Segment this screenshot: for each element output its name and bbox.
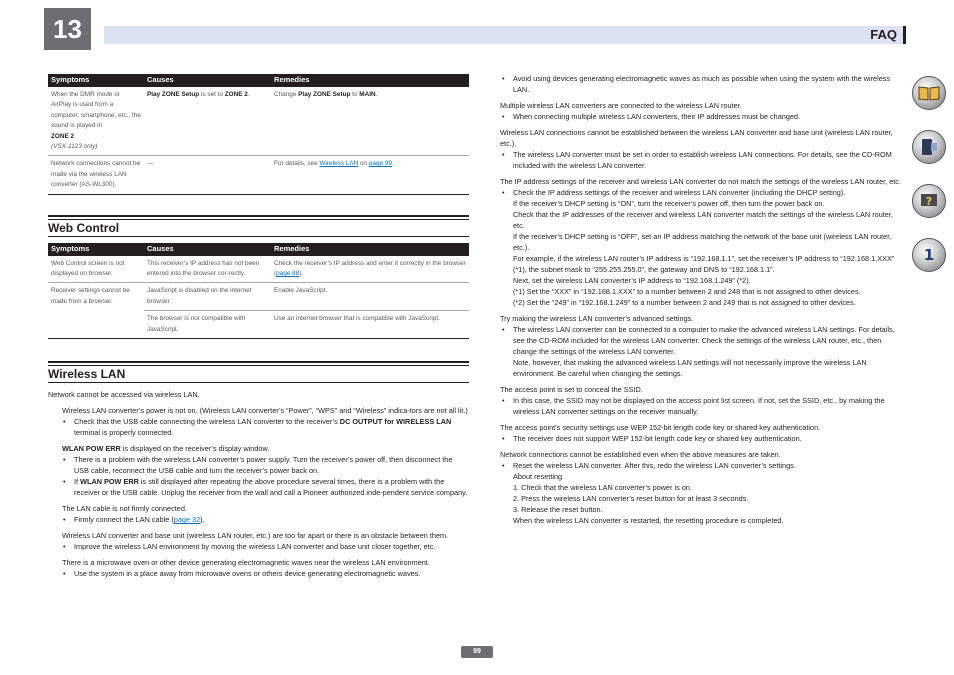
remedy-bold2: MAIN bbox=[359, 91, 376, 98]
r-para: Try making the wireless LAN converter’s advanced settings. bbox=[500, 314, 694, 323]
remedy-pre: Change bbox=[274, 91, 299, 98]
wireless-lan-title: Wireless LAN bbox=[48, 365, 469, 381]
wlan-bullet bbox=[48, 416, 469, 438]
symptom-text: Receiver settings cannot be made from a browser. bbox=[51, 287, 130, 305]
r-indent: If the receiver’s DHCP setting is “OFF”, set an IP address matching the network of the base unit (wireless LAN router, etc.). bbox=[513, 232, 892, 252]
wlan-p5: There is a microwave oven or other device generating electromagnetic waves near the wireless LAN environment. bbox=[62, 558, 430, 568]
bullet-text: Firmly connect the LAN cable ( bbox=[74, 515, 174, 525]
r-bullet: • Reset the wireless LAN converter. After this, redo the wireless LAN converter’s settings. bbox=[500, 460, 906, 471]
remedy-pre: Check the receiver’s IP address and enter it correctly in the browser ( bbox=[274, 259, 466, 278]
svg-text:?: ? bbox=[925, 195, 933, 208]
col-header-causes: Causes bbox=[144, 74, 271, 87]
r-indent: If the receiver’s DHCP setting is “ON”, turn the receiver’s power off, then turn the power back on. bbox=[513, 199, 825, 208]
r-bullet: • The wireless LAN converter can be connected to a computer to make the advanced wireless LAN settings. For details, see the CD-ROM included for the wireless LAN converter. Check the settings of the wireless LAN router, etc., then change the settings of the wireless LAN converter. bbox=[500, 324, 906, 357]
r-indent: About resetting bbox=[513, 472, 563, 481]
remedy-text: Use an internet browser that is compatible with JavaScript. bbox=[274, 315, 440, 323]
r-para: Network connections cannot be established even when the above measures are taken. bbox=[500, 450, 781, 459]
web-control-title: Web Control bbox=[48, 219, 469, 235]
remedy-text: Enable JavaScript. bbox=[274, 287, 328, 295]
bullet-bold: DC OUTPUT for WIRELESS LAN bbox=[339, 417, 452, 427]
cause-text: The browser is not compatible with JavaScript. bbox=[147, 315, 246, 333]
r-indent: 3. Release the reset button. bbox=[513, 505, 603, 514]
cause-text: This receiver’s IP address has not been entered into the browser cor-rectly. bbox=[147, 259, 260, 278]
r-para: The access point is set to conceal the SSID. bbox=[500, 385, 643, 394]
symptom-text: When the DMR mode or AirPlay is used from a computer, smartphone, etc., the sound is played in bbox=[51, 91, 141, 130]
page-number: 99 bbox=[461, 646, 493, 658]
wlan-p2 bbox=[48, 443, 469, 454]
r-indent: 1. Check that the wireless LAN converter’s power is on. bbox=[513, 483, 692, 492]
wlan-bullet: • Improve the wireless LAN environment by moving the wireless LAN converter and base unit closer together, etc. bbox=[48, 541, 469, 552]
web-control-table bbox=[48, 243, 469, 339]
r-bullet: • Check the IP address settings of the receiver and wireless LAN converter (including the DHCP setting). bbox=[500, 187, 906, 198]
r-indent: For example, if the wireless LAN router’s IP address is “192.168.1.1”, set the receiver’s IP address to “192.168.1.XXX” (*1), the subnet mask to “255.255.255.0”, the gateway and DNS to “192.168.1.1”. bbox=[513, 254, 895, 274]
bullet-text: terminal is properly connected. bbox=[74, 428, 174, 438]
tools-icon[interactable] bbox=[912, 238, 946, 272]
r-bullet: • The wireless LAN converter must be set in order to establish wireless LAN connections. For details, see the CD-ROM included with the wireless LAN converter. bbox=[500, 149, 906, 171]
remedy-pre: For details, see bbox=[274, 160, 320, 168]
r-indent: (*2) Set the “249” in “192.168.1.249” to a number between 2 and 249 that is not assigned to other devices. bbox=[513, 298, 856, 307]
table-row bbox=[48, 283, 469, 311]
question-icon[interactable] bbox=[912, 184, 946, 218]
cause-text: — bbox=[147, 160, 154, 168]
svg-text:1: 1 bbox=[923, 246, 935, 264]
bullet-text: is still displayed after repeating the above procedure several times, there is a problem with the receiver or the USB cable. Unplug the receiver from the wall and call a Pioneer authorized inde-pendent service company. bbox=[74, 477, 468, 498]
r-indent: When the wireless LAN converter is restarted, the resetting procedure is completed. bbox=[513, 516, 784, 525]
web-control-heading bbox=[48, 215, 469, 237]
cause-end: . bbox=[247, 91, 250, 98]
right-column bbox=[500, 73, 906, 526]
r-bullet: • When connecting multiple wireless LAN converters, their IP addresses must be changed. bbox=[500, 111, 906, 122]
r-para: The IP address settings of the receiver and wireless LAN converter do not match the settings of the wireless LAN router, etc. bbox=[500, 177, 901, 186]
symptom-note: (VSX-1123 only) bbox=[51, 143, 98, 151]
col-header-remedies: Remedies bbox=[271, 243, 469, 256]
bullet-text: Check that the USB cable connecting the wireless LAN converter to the receiver’s bbox=[74, 417, 340, 427]
page-32-link[interactable]: page 32 bbox=[173, 515, 201, 525]
symptom-bold: ZONE 2 bbox=[51, 132, 75, 140]
wlan-p4: Wireless LAN converter and base unit (wireless LAN router, etc.) are too far apart or there is an obstacle between them. bbox=[62, 531, 449, 541]
r-indent: 2. Press the wireless LAN converter’s reset button for at least 3 seconds. bbox=[513, 494, 749, 503]
wireless-lan-heading bbox=[48, 361, 469, 383]
symptom-text: Network connections cannot be made via the wireless LAN converter (AS-WL300). bbox=[51, 160, 141, 189]
col-header-causes: Causes bbox=[144, 243, 271, 256]
wlan-bullet bbox=[48, 514, 469, 525]
chapter-number: 13 bbox=[44, 8, 91, 50]
symptoms-table bbox=[48, 74, 469, 195]
bullet-text: If bbox=[74, 477, 81, 487]
wlan-bullet: • There is a problem with the wireless LAN converter’s power supply. Turn the receiver’s power off, then disconnect the USB cable, reconnect the USB cable and turn the receiver’s power back on. bbox=[48, 454, 469, 476]
wlan-p3: The LAN cable is not firmly connected. bbox=[62, 504, 187, 514]
r-bullet: • Avoid using devices generating electromagnetic waves as much as possible when using the system with the wireless LAN. bbox=[500, 73, 906, 95]
r-indent: Note, however, that making the advanced wireless LAN settings will not necessarily improve the wireless LAN environment. Be careful when changing the settings. bbox=[513, 358, 867, 378]
bullet-bold: WLAN POW ERR bbox=[80, 477, 139, 487]
r-para: Wireless LAN connections cannot be established between the wireless LAN converter and base unit (wireless LAN router, etc.). bbox=[500, 128, 893, 148]
cause-bold: Play ZONE Setup bbox=[147, 91, 200, 98]
r-para: The access point’s security settings use WEP 152-bit length code key or shared key authentication. bbox=[500, 423, 821, 432]
r-indent: Next, set the wireless LAN converter’s IP address to “192.168.1.249” (*2). bbox=[513, 276, 751, 285]
remedy-bold: Play ZONE Setup bbox=[298, 91, 351, 98]
remedy-end: ). bbox=[299, 270, 304, 278]
r-para: Multiple wireless LAN converters are connected to the wireless LAN router. bbox=[500, 101, 742, 110]
remedy-end: . bbox=[375, 91, 378, 98]
wlan-intro: Network cannot be accessed via wireless LAN. bbox=[48, 390, 200, 400]
symptom-text: Web Control screen is not displayed on browser. bbox=[51, 259, 125, 278]
wlan-bullet bbox=[48, 476, 469, 498]
section-title: FAQ bbox=[870, 27, 897, 42]
wireless-lan-link[interactable]: Wireless LAN bbox=[319, 160, 359, 168]
cause-text: JavaScript is disabled on the internet browser. bbox=[147, 287, 252, 305]
wlan-bullet: • Use the system in a place away from microwave ovens or others device generating electromagnetic waves. bbox=[48, 568, 469, 579]
p2-bold: WLAN POW ERR bbox=[62, 444, 121, 454]
r-indent: (*1) Set the “XXX” in “192.168.1.XXX” to a number between 2 and 248 that is not assigned to other devices. bbox=[513, 287, 861, 296]
col-header-symptoms: Symptoms bbox=[48, 74, 144, 87]
col-header-remedies: Remedies bbox=[271, 74, 469, 87]
book-icon[interactable] bbox=[912, 76, 946, 110]
header-bar bbox=[104, 26, 906, 44]
remedy-mid: on bbox=[358, 160, 369, 168]
wlan-p1: Wireless LAN converter’s power is not on. (Wireless LAN converter’s “Power”, “WPS” and “Wireless” indica-tors are not all lit.) bbox=[62, 406, 468, 416]
bullet-text: ). bbox=[200, 515, 205, 525]
table-row bbox=[48, 87, 469, 156]
r-indent: Check that the IP addresses of the receiver and wireless LAN converter match the settings of the wireless LAN router, etc. bbox=[513, 210, 893, 230]
page-88-link[interactable]: page 88 bbox=[276, 270, 300, 278]
table-row bbox=[48, 156, 469, 194]
remedy-end: . bbox=[391, 160, 394, 168]
left-column bbox=[48, 74, 469, 579]
side-nav bbox=[912, 76, 948, 292]
r-bullet: • In this case, the SSID may not be displayed on the access point list screen. If not, set the SSID, etc., by making the wireless LAN converter settings on the receiver manually. bbox=[500, 395, 906, 417]
table-row bbox=[48, 256, 469, 283]
cause-mid: is set to bbox=[199, 91, 225, 98]
remedy-mid: to bbox=[350, 91, 360, 98]
cause-bold2: ZONE 2 bbox=[224, 91, 248, 98]
p2-text: is displayed on the receiver’s display window. bbox=[120, 444, 270, 454]
remote-icon[interactable] bbox=[912, 130, 946, 164]
page-99-link[interactable]: page 99 bbox=[368, 160, 392, 168]
col-header-symptoms: Symptoms bbox=[48, 243, 144, 256]
r-bullet: • The receiver does not support WEP 152-bit length code key or shared key authentication. bbox=[500, 433, 906, 444]
